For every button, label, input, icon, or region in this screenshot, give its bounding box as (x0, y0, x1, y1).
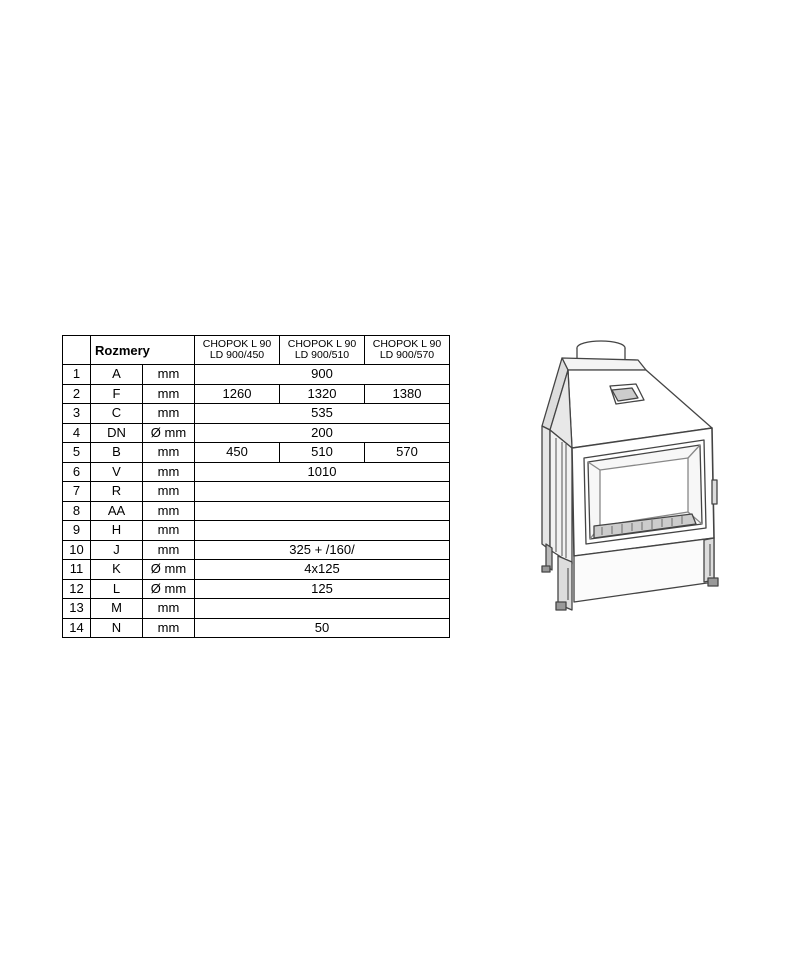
dimension-code: DN (91, 423, 143, 443)
dimension-code: A (91, 365, 143, 385)
dimension-code: L (91, 579, 143, 599)
dimension-value: 50 (195, 618, 450, 638)
row-number: 3 (63, 404, 91, 424)
table-row (63, 579, 450, 599)
dimension-value: 200 (195, 423, 450, 443)
fireplace-insert-illustration (528, 330, 728, 620)
dimension-value: 535 (195, 404, 450, 424)
unit: mm (143, 618, 195, 638)
dimension-value: 1010 (195, 462, 450, 482)
table-row (63, 482, 450, 502)
row-number: 5 (63, 443, 91, 463)
dimension-code: H (91, 521, 143, 541)
table-row (63, 560, 450, 580)
unit: Ø mm (143, 579, 195, 599)
table-body (63, 365, 450, 638)
dimension-value: 1380 (365, 384, 450, 404)
dimension-value: 325 + /160/ (195, 540, 450, 560)
dimension-value: 510 (280, 443, 365, 463)
dimension-code: F (91, 384, 143, 404)
dimension-code: AA (91, 501, 143, 521)
unit: mm (143, 462, 195, 482)
table-row (63, 462, 450, 482)
table-row (63, 365, 450, 385)
header-blank-cell (63, 336, 91, 365)
row-number: 9 (63, 521, 91, 541)
model-size: LD 900/510 (294, 349, 350, 361)
row-number: 4 (63, 423, 91, 443)
unit: mm (143, 384, 195, 404)
unit: Ø mm (143, 560, 195, 580)
row-number: 6 (63, 462, 91, 482)
row-number: 12 (63, 579, 91, 599)
table-row (63, 404, 450, 424)
dimension-code: K (91, 560, 143, 580)
dimensions-table (62, 335, 450, 638)
dimension-value (195, 482, 450, 502)
table-row (63, 443, 450, 463)
unit: mm (143, 443, 195, 463)
model-header-3 (365, 336, 450, 365)
dimension-value: 1260 (195, 384, 280, 404)
dimension-value (195, 521, 450, 541)
table-row (63, 540, 450, 560)
model-name: CHOPOK L 90 (202, 338, 272, 350)
dimension-code: M (91, 599, 143, 619)
table-row (63, 423, 450, 443)
row-number: 13 (63, 599, 91, 619)
model-header-2 (280, 336, 365, 365)
unit: Ø mm (143, 423, 195, 443)
table-row (63, 384, 450, 404)
dimension-value: 450 (195, 443, 280, 463)
table-row (63, 521, 450, 541)
unit: mm (143, 501, 195, 521)
dimension-code: N (91, 618, 143, 638)
table-row (63, 618, 450, 638)
unit: mm (143, 599, 195, 619)
dimension-value (195, 599, 450, 619)
row-number: 2 (63, 384, 91, 404)
row-number: 7 (63, 482, 91, 502)
unit: mm (143, 365, 195, 385)
table-title: Rozmery (91, 336, 195, 365)
dimension-code: V (91, 462, 143, 482)
model-name: CHOPOK L 90 (372, 338, 442, 350)
dimension-code: C (91, 404, 143, 424)
unit: mm (143, 482, 195, 502)
model-size: LD 900/570 (379, 349, 435, 361)
model-name: CHOPOK L 90 (287, 338, 357, 350)
table-header-row (63, 336, 450, 365)
dimension-value: 900 (195, 365, 450, 385)
row-number: 8 (63, 501, 91, 521)
dimension-code: B (91, 443, 143, 463)
model-header-1 (195, 336, 280, 365)
dimension-code: R (91, 482, 143, 502)
row-number: 10 (63, 540, 91, 560)
model-size: LD 900/450 (209, 349, 265, 361)
dimension-value: 570 (365, 443, 450, 463)
unit: mm (143, 540, 195, 560)
row-number: 11 (63, 560, 91, 580)
dimension-value: 4x125 (195, 560, 450, 580)
table-row (63, 501, 450, 521)
unit: mm (143, 521, 195, 541)
unit: mm (143, 404, 195, 424)
row-number: 14 (63, 618, 91, 638)
dimension-value (195, 501, 450, 521)
dimension-code: J (91, 540, 143, 560)
table-row (63, 599, 450, 619)
dimension-value: 1320 (280, 384, 365, 404)
dimension-value: 125 (195, 579, 450, 599)
row-number: 1 (63, 365, 91, 385)
